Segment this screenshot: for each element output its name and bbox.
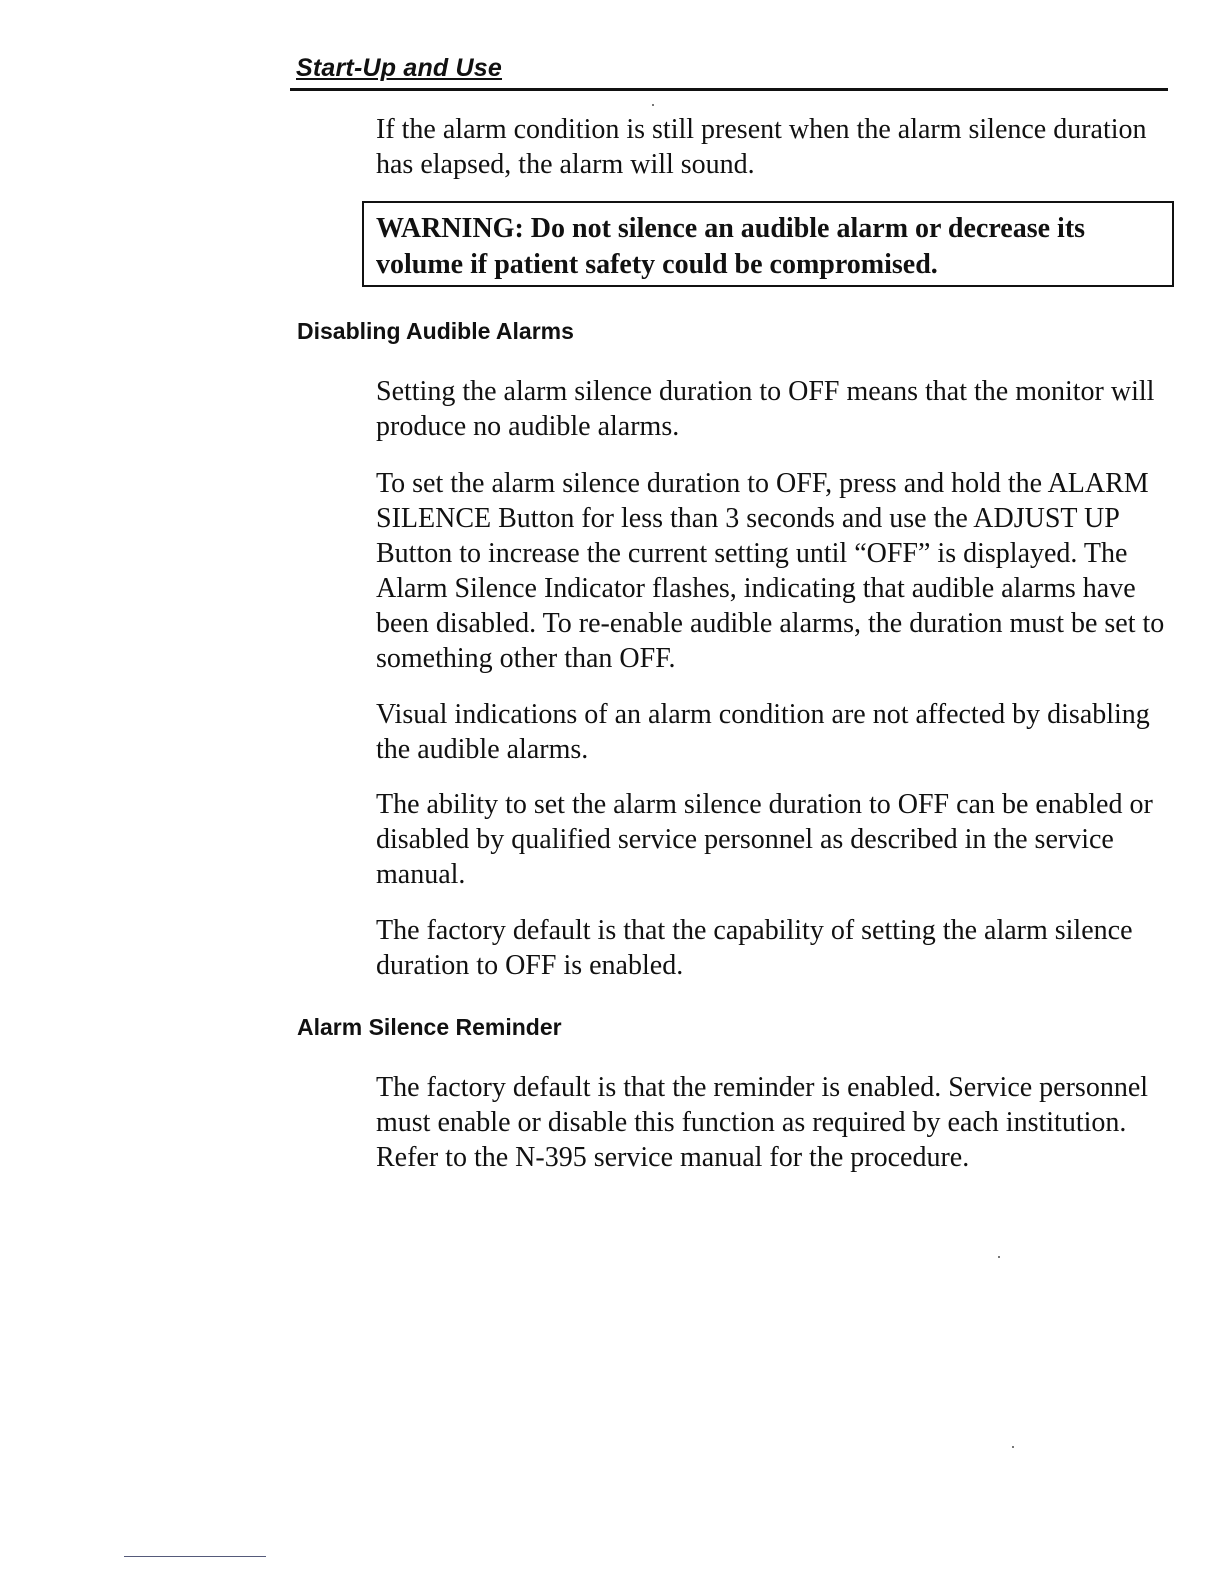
section-heading-disabling-audible-alarms: Disabling Audible Alarms [297,318,574,344]
paragraph-disabling-1: Setting the alarm silence duration to OFF means that the monitor will produce no audible alarms. [376,376,1155,442]
intro-paragraph: If the alarm condition is still present when the alarm silence duration has elapsed, the alarm will sound. [376,114,1147,180]
page-header [290,52,1168,91]
warning-box [362,201,1174,287]
paragraph-disabling-3: Visual indications of an alarm condition are not affected by disabling the audible alarms. [376,699,1150,765]
paragraph-disabling-5: The factory default is that the capability of setting the alarm silence duration to OFF is enabled. [376,915,1133,981]
footer-rule [124,1556,266,1557]
paragraph-disabling-2: To set the alarm silence duration to OFF, press and hold the ALARM SILENCE Button for less than 3 seconds and use the ADJUST UP Button to increase the current setting until “OFF” is displayed. The Alarm Silence Indicator flashes, indicating that audible alarms have been disabled. To re-enable audible alarms, the duration must be set to something other than OFF. [376,468,1165,674]
paragraph-disabling-4: The ability to set the alarm silence duration to OFF can be enabled or disabled by qualified service personnel as described in the service manual. [376,789,1153,890]
header-title: Start-Up and Use [296,54,503,82]
scan-speck [1012,1446,1014,1448]
scan-speck [652,104,654,106]
warning-text: WARNING: Do not silence an audible alarm or decrease its volume if patient safety could be compromised. [376,213,1086,280]
scan-speck [998,1256,1000,1258]
paragraph-reminder-1: The factory default is that the reminder is enabled. Service personnel must enable or disable this function as required by each institution. Refer to the N-395 service manual for the procedure. [376,1072,1149,1173]
section-heading-alarm-silence-reminder: Alarm Silence Reminder [297,1014,562,1040]
